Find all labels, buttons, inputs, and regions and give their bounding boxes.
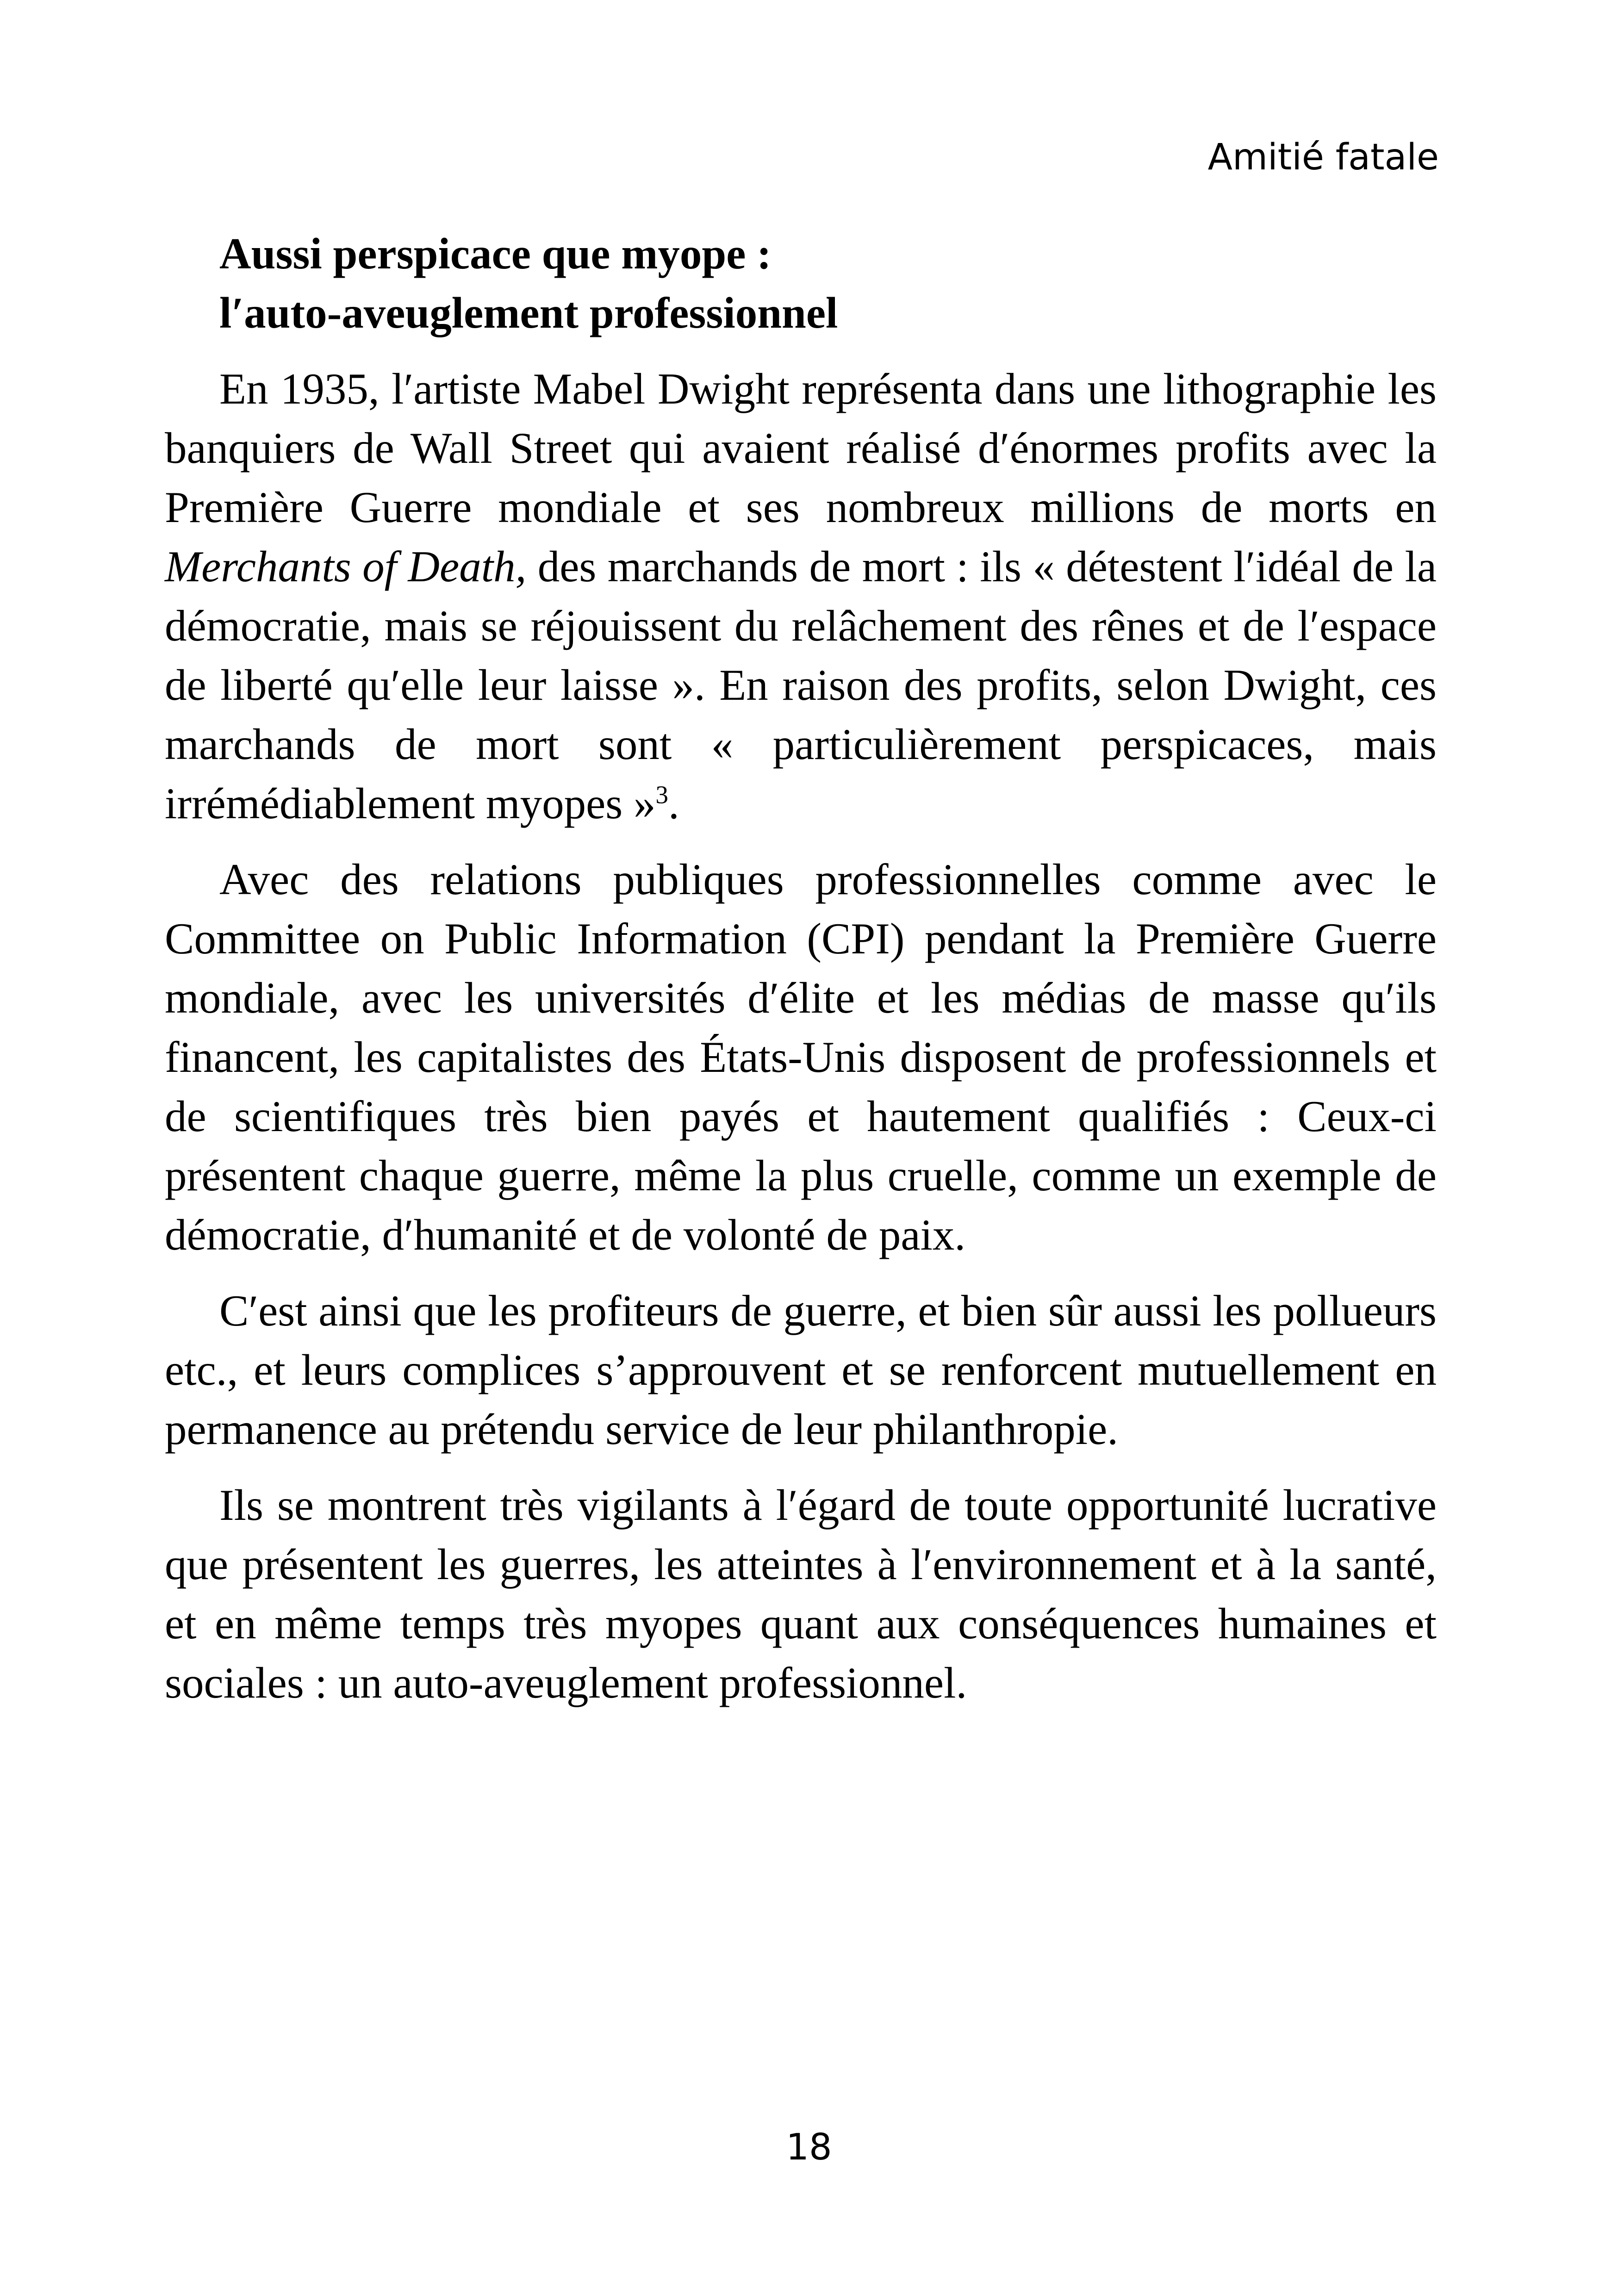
section-heading <box>165 224 1437 342</box>
paragraph-1-text-end: des marchands de mort : ils « détestent l′idéal de la démocratie, mais se réjouissent du relâchement des rênes et de l′espace de liberté qu′elle leur laisse ». En raison des profits, selon Dwight, ces marchands de mort sont « particulièrement perspicaces, mais irrémédiablement myopes » <box>165 542 1437 828</box>
book-title-italic: Merchants of Death, <box>165 542 527 591</box>
paragraph-1-text-start: En 1935, l′artiste Mabel Dwight représenta dans une lithographie les banquiers de Wall Street qui avaient réalisé d′énormes profits avec la Première Guerre mondiale et ses nombreux millions de morts en <box>165 364 1437 532</box>
section-heading-line-2: l′auto-aveuglement professionnel <box>219 288 838 337</box>
running-header: Amitié fatale <box>1207 137 1439 178</box>
paragraph-2: Avec des relations publiques professionnelles comme avec le Committee on Public Information (CPI) pendant la Première Guerre mondiale, avec les universités d′élite et les médias de masse qu′ils financent, les capitalistes des États-Unis disposent de professionnels et de scientifiques très bien payés et hautement qualifiés : Ceux-ci présentent chaque guerre, même la plus cruelle, comme un exemple de démocratie, d′humanité et de volonté de paix. <box>165 855 1437 1259</box>
body-text <box>165 224 1437 1729</box>
section-heading-line-1: Aussi perspicace que myope : <box>219 229 772 278</box>
page-number: 18 <box>786 2127 832 2168</box>
paragraph-1 <box>165 359 1437 833</box>
paragraph-3: C′est ainsi que les profiteurs de guerre, et bien sûr aussi les pollueurs etc., et leurs complices s’approuvent et se renforcent mutuellement en permanence au prétendu service de leur philanthropie. <box>165 1286 1437 1454</box>
paragraph-1-period: . <box>668 779 679 828</box>
paragraph-4: Ils se montrent très vigilants à l′égard de toute opportunité lucrative que présentent les guerres, les atteintes à l′environnement et à la santé, et en même temps très myopes quant aux conséquences humaines et sociales : un auto-aveuglement professionnel. <box>165 1481 1437 1707</box>
footnote-reference[interactable]: 3 <box>655 780 668 809</box>
